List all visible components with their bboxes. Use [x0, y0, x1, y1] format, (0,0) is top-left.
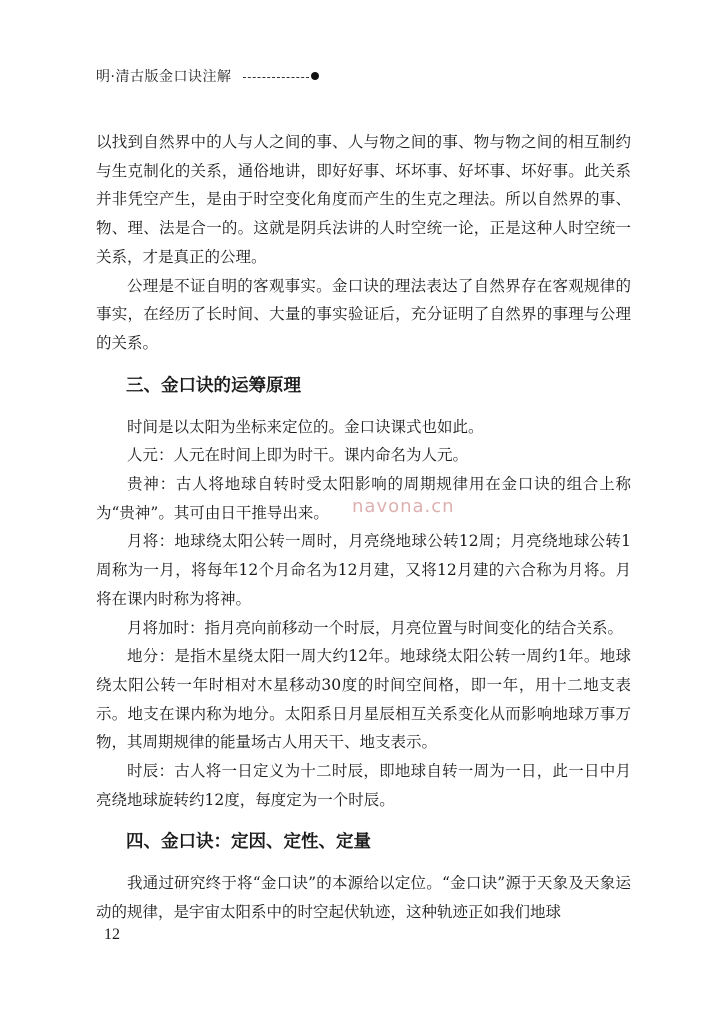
paragraph-guishen: 贵神：古人将地球自转时受太阳影响的周期规律用在金口诀的组合上称为“贵神”。其可由日干推导出来。	[96, 475, 631, 522]
paragraph-renyuan: 人元：人元在时间上即为时干。课内命名为人元。	[127, 446, 469, 465]
paragraph-time-positioning: 时间是以太阳为坐标来定位的。金口诀课式也如此。	[127, 417, 484, 436]
header-dashed-rule	[243, 77, 309, 78]
paragraph-difen: 地分：是指木星绕太阳一周大约12年。地球绕太阳公转一周约1年。地球绕太阳公转一年时相对木星移动30度的时间空间格，即一年，用十二地支表示。地支在课内称为地分。太阳系日月星辰相互关系变化从而影响地球万事万物，其周期规律的能量场古人用天干、地支表示。	[96, 647, 631, 752]
paragraph-yuejiang-jiashi: 月将加时：指月亮向前移动一个时辰，月亮位置与时间变化的结合关系。	[127, 618, 624, 637]
section-heading-4: 四、金口诀：定因、定性、定量	[126, 832, 371, 853]
watermark: navona.cn	[352, 496, 455, 517]
paragraph-continued: 以找到自然界中的人与人之间的事、人与物之间的事、物与物之间的相互制约与生克制化的关系，通俗地讲，即好好事、坏坏事、好坏事、坏好事。此关系并非凭空产生，是由于时空变化角度而产生的生克之理法。所以自然界的事、物、理、法是合一的。这就是阴兵法讲的人时空统一论，正是这种人时空统一关系，才是真正的公理。	[96, 133, 631, 266]
paragraph-shichen: 时辰：古人将一日定义为十二时辰，即地球自转一周为一日，此一日中月亮绕地球旋转约12度，每度定为一个时辰。	[96, 762, 631, 809]
running-title: 明·清古版金口诀注解	[96, 69, 232, 85]
paragraph-origin: 我通过研究终于将“金口诀”的本源给以定位。“金口诀”源于天象及天象运动的规律，是宇宙太阳系中的时空起伏轨迹，这种轨迹正如我们地球	[96, 874, 631, 922]
paragraph-axiom: 公理是不证自明的客观事实。金口诀的理法表达了自然界存在客观规律的事实，在经历了长时间、大量的事实验证后，充分证明了自然界的事理与公理的关系。	[96, 276, 631, 352]
header-bullet-dot	[311, 72, 319, 80]
paragraph-yuejiang: 月将：地球绕太阳公转一周时，月亮绕地球公转12周；月亮绕地球公转1周称为一月，将每年12个月命名为12月建，又将12月建的六合称为月将。月将在课内时称为将神。	[96, 532, 631, 608]
page-number: 12	[104, 926, 120, 943]
section-heading-3: 三、金口诀的运筹原理	[126, 375, 301, 396]
page-body	[96, 128, 631, 927]
running-header	[96, 66, 319, 86]
